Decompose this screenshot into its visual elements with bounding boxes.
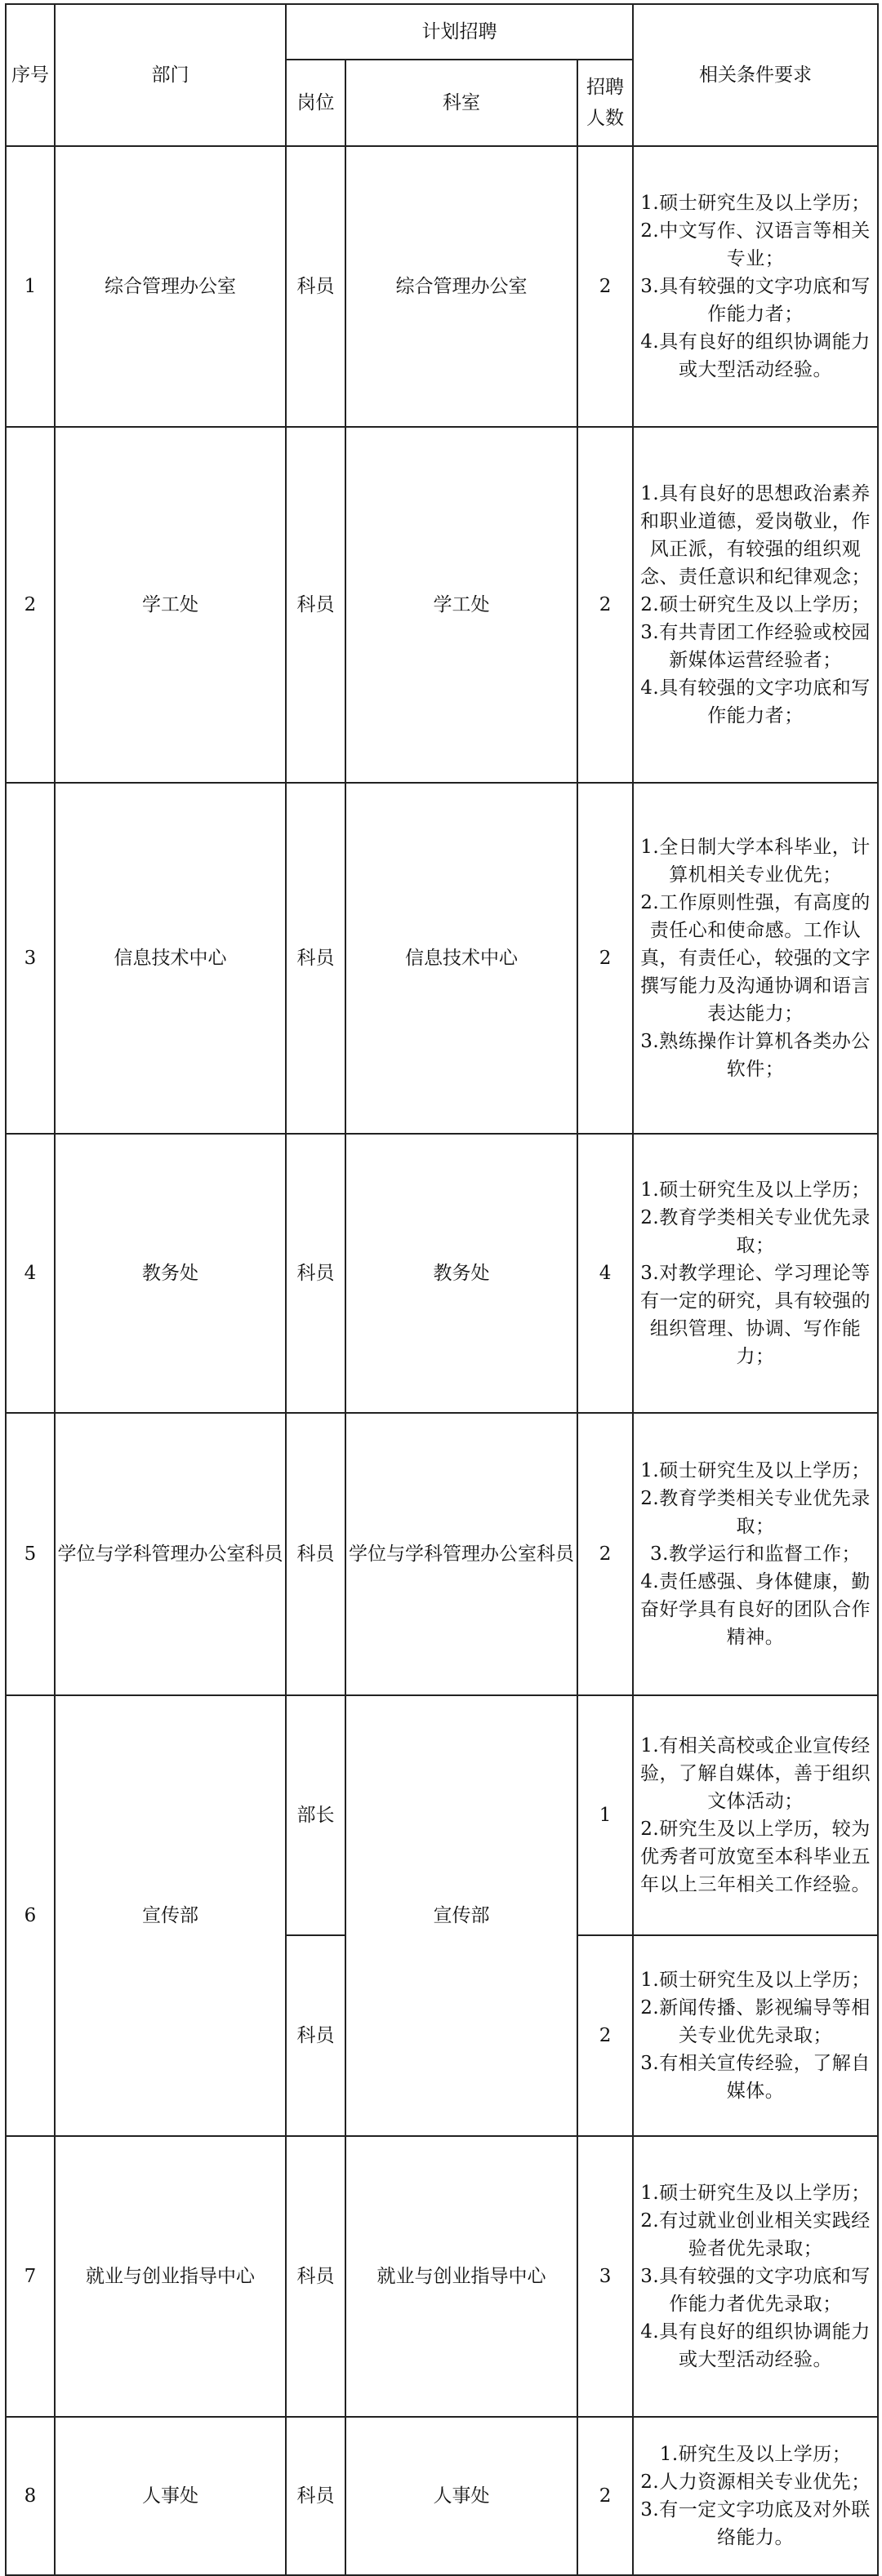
row-count: 4: [577, 1134, 633, 1413]
requirement-item: 3.熟练操作计算机各类办公软件；: [640, 1031, 871, 1080]
header-plan: 计划招聘: [286, 4, 633, 60]
row-position: 部长: [286, 1695, 345, 1935]
table-row: [6, 427, 878, 783]
row-seq: 5: [6, 1413, 55, 1695]
table-row: [6, 783, 878, 1134]
row-dept: 宣传部: [55, 1695, 286, 2136]
row-office: 综合管理办公室: [345, 146, 577, 427]
row-dept: 综合管理办公室: [55, 146, 286, 427]
row-count: 2: [577, 2417, 633, 2575]
requirement-item: 1.有相关高校或企业宣传经验，了解自媒体，善于组织文体活动；: [640, 1735, 871, 1812]
requirement-item: 1.硕士研究生及以上学历；: [640, 1970, 871, 1991]
row-requirements: [633, 1134, 878, 1413]
row-office: 教务处: [345, 1134, 577, 1413]
requirement-item: 3.有相关宣传经验，了解自媒体。: [640, 2053, 871, 2102]
row-dept: 学工处: [55, 427, 286, 783]
header-count-line1: 招聘: [586, 77, 625, 98]
table-row: [6, 1695, 878, 1935]
row-count: 3: [577, 2136, 633, 2417]
requirement-item: 3.有共青团工作经验或校园新媒体运营经验者；: [640, 622, 871, 671]
requirement-item: 4.具有较强的文字功底和写作能力者；: [640, 677, 871, 726]
requirement-item: 4.具有良好的组织协调能力或大型活动经验。: [640, 2321, 871, 2370]
row-dept: 信息技术中心: [55, 783, 286, 1134]
table-row: [6, 1134, 878, 1413]
row-requirements: [633, 146, 878, 427]
row-dept: 学位与学科管理办公室科员: [55, 1413, 286, 1695]
requirement-item: 3.教学运行和监督工作；: [650, 1543, 861, 1565]
requirement-item: 3.有一定文字功底及对外联络能力。: [640, 2499, 871, 2548]
requirement-item: 2.有过就业创业相关实践经验者优先录取；: [640, 2210, 871, 2259]
row-seq: 3: [6, 783, 55, 1134]
row-position: 科员: [286, 427, 345, 783]
requirement-item: 2.中文写作、汉语言等相关专业；: [640, 220, 871, 269]
header-requirements: 相关条件要求: [633, 4, 878, 146]
row-requirements: [633, 1935, 878, 2136]
requirement-item: 1.硕士研究生及以上学历；: [640, 2183, 871, 2204]
header-count-line2: 人数: [586, 108, 625, 129]
row-office: 学工处: [345, 427, 577, 783]
row-seq: 6: [6, 1695, 55, 2136]
row-requirements: [633, 1413, 878, 1695]
requirement-item: 1.具有良好的思想政治素养和职业道德，爱岗敬业，作风正派，有较强的组织观念、责任意识和纪律观念；: [640, 483, 871, 588]
row-position: 科员: [286, 146, 345, 427]
row-position: 科员: [286, 1413, 345, 1695]
row-office: 学位与学科管理办公室科员: [345, 1413, 577, 1695]
row-requirements: [633, 1695, 878, 1935]
row-position: 科员: [286, 783, 345, 1134]
row-seq: 1: [6, 146, 55, 427]
row-seq: 7: [6, 2136, 55, 2417]
row-requirements: [633, 783, 878, 1134]
table-row: [6, 2136, 878, 2417]
table-row: [6, 2417, 878, 2575]
row-count: 2: [577, 783, 633, 1134]
row-position: 科员: [286, 2136, 345, 2417]
requirement-item: 1.硕士研究生及以上学历；: [640, 1460, 871, 1481]
row-position: 科员: [286, 1134, 345, 1413]
requirement-item: 2.人力资源相关专业优先；: [640, 2472, 871, 2493]
row-seq: 2: [6, 427, 55, 783]
row-position: 科员: [286, 1935, 345, 2136]
row-count: 2: [577, 1413, 633, 1695]
row-requirements: [633, 2136, 878, 2417]
header-seq: 序号: [6, 4, 55, 146]
requirement-item: 1.硕士研究生及以上学历；: [640, 193, 871, 214]
requirement-item: 1.硕士研究生及以上学历；: [640, 1179, 871, 1201]
requirement-item: 4.责任感强、身体健康，勤奋好学具有良好的团队合作精神。: [640, 1571, 871, 1648]
table-row: [6, 146, 878, 427]
requirement-item: 3.对教学理论、学习理论等有一定的研究，具有较强的组织管理、协调、写作能力；: [640, 1263, 871, 1367]
header-dept: 部门: [55, 4, 286, 146]
row-requirements: [633, 2417, 878, 2575]
requirement-item: 2.研究生及以上学历，较为优秀者可放宽至本科毕业五年以上三年相关工作经验。: [640, 1819, 871, 1895]
row-office: 人事处: [345, 2417, 577, 2575]
row-count: 2: [577, 1935, 633, 2136]
requirement-item: 3.具有较强的文字功底和写作能力者优先录取；: [640, 2266, 871, 2315]
row-requirements: [633, 427, 878, 783]
row-position: 科员: [286, 2417, 345, 2575]
requirement-item: 1.全日制大学本科毕业，计算机相关专业优先；: [640, 837, 871, 886]
requirement-item: 2.硕士研究生及以上学历；: [640, 594, 871, 615]
requirement-item: 2.新闻传播、影视编导等相关专业优先录取；: [640, 1997, 871, 2046]
row-office: 信息技术中心: [345, 783, 577, 1134]
header-office: 科室: [345, 60, 577, 146]
table-row: [6, 1413, 878, 1695]
header-position: 岗位: [286, 60, 345, 146]
requirement-item: 3.具有较强的文字功底和写作能力者；: [640, 276, 871, 325]
row-count: 2: [577, 146, 633, 427]
row-office: 宣传部: [345, 1695, 577, 2136]
requirement-item: 2.教育学类相关专业优先录取；: [640, 1207, 871, 1256]
row-dept: 就业与创业指导中心: [55, 2136, 286, 2417]
row-dept: 教务处: [55, 1134, 286, 1413]
requirement-item: 1.研究生及以上学历；: [659, 2444, 852, 2465]
row-seq: 4: [6, 1134, 55, 1413]
header-count: [577, 60, 633, 146]
row-count: 1: [577, 1695, 633, 1935]
requirement-item: 2.教育学类相关专业优先录取；: [640, 1488, 871, 1537]
recruitment-table: [5, 3, 879, 2576]
row-seq: 8: [6, 2417, 55, 2575]
requirement-item: 2.工作原则性强，有高度的责任心和使命感。工作认真，有责任心，较强的文字撰写能力及沟通协调和语言表达能力；: [640, 892, 871, 1024]
row-count: 2: [577, 427, 633, 783]
requirement-item: 4.具有良好的组织协调能力或大型活动经验。: [640, 331, 871, 380]
row-office: 就业与创业指导中心: [345, 2136, 577, 2417]
row-dept: 人事处: [55, 2417, 286, 2575]
